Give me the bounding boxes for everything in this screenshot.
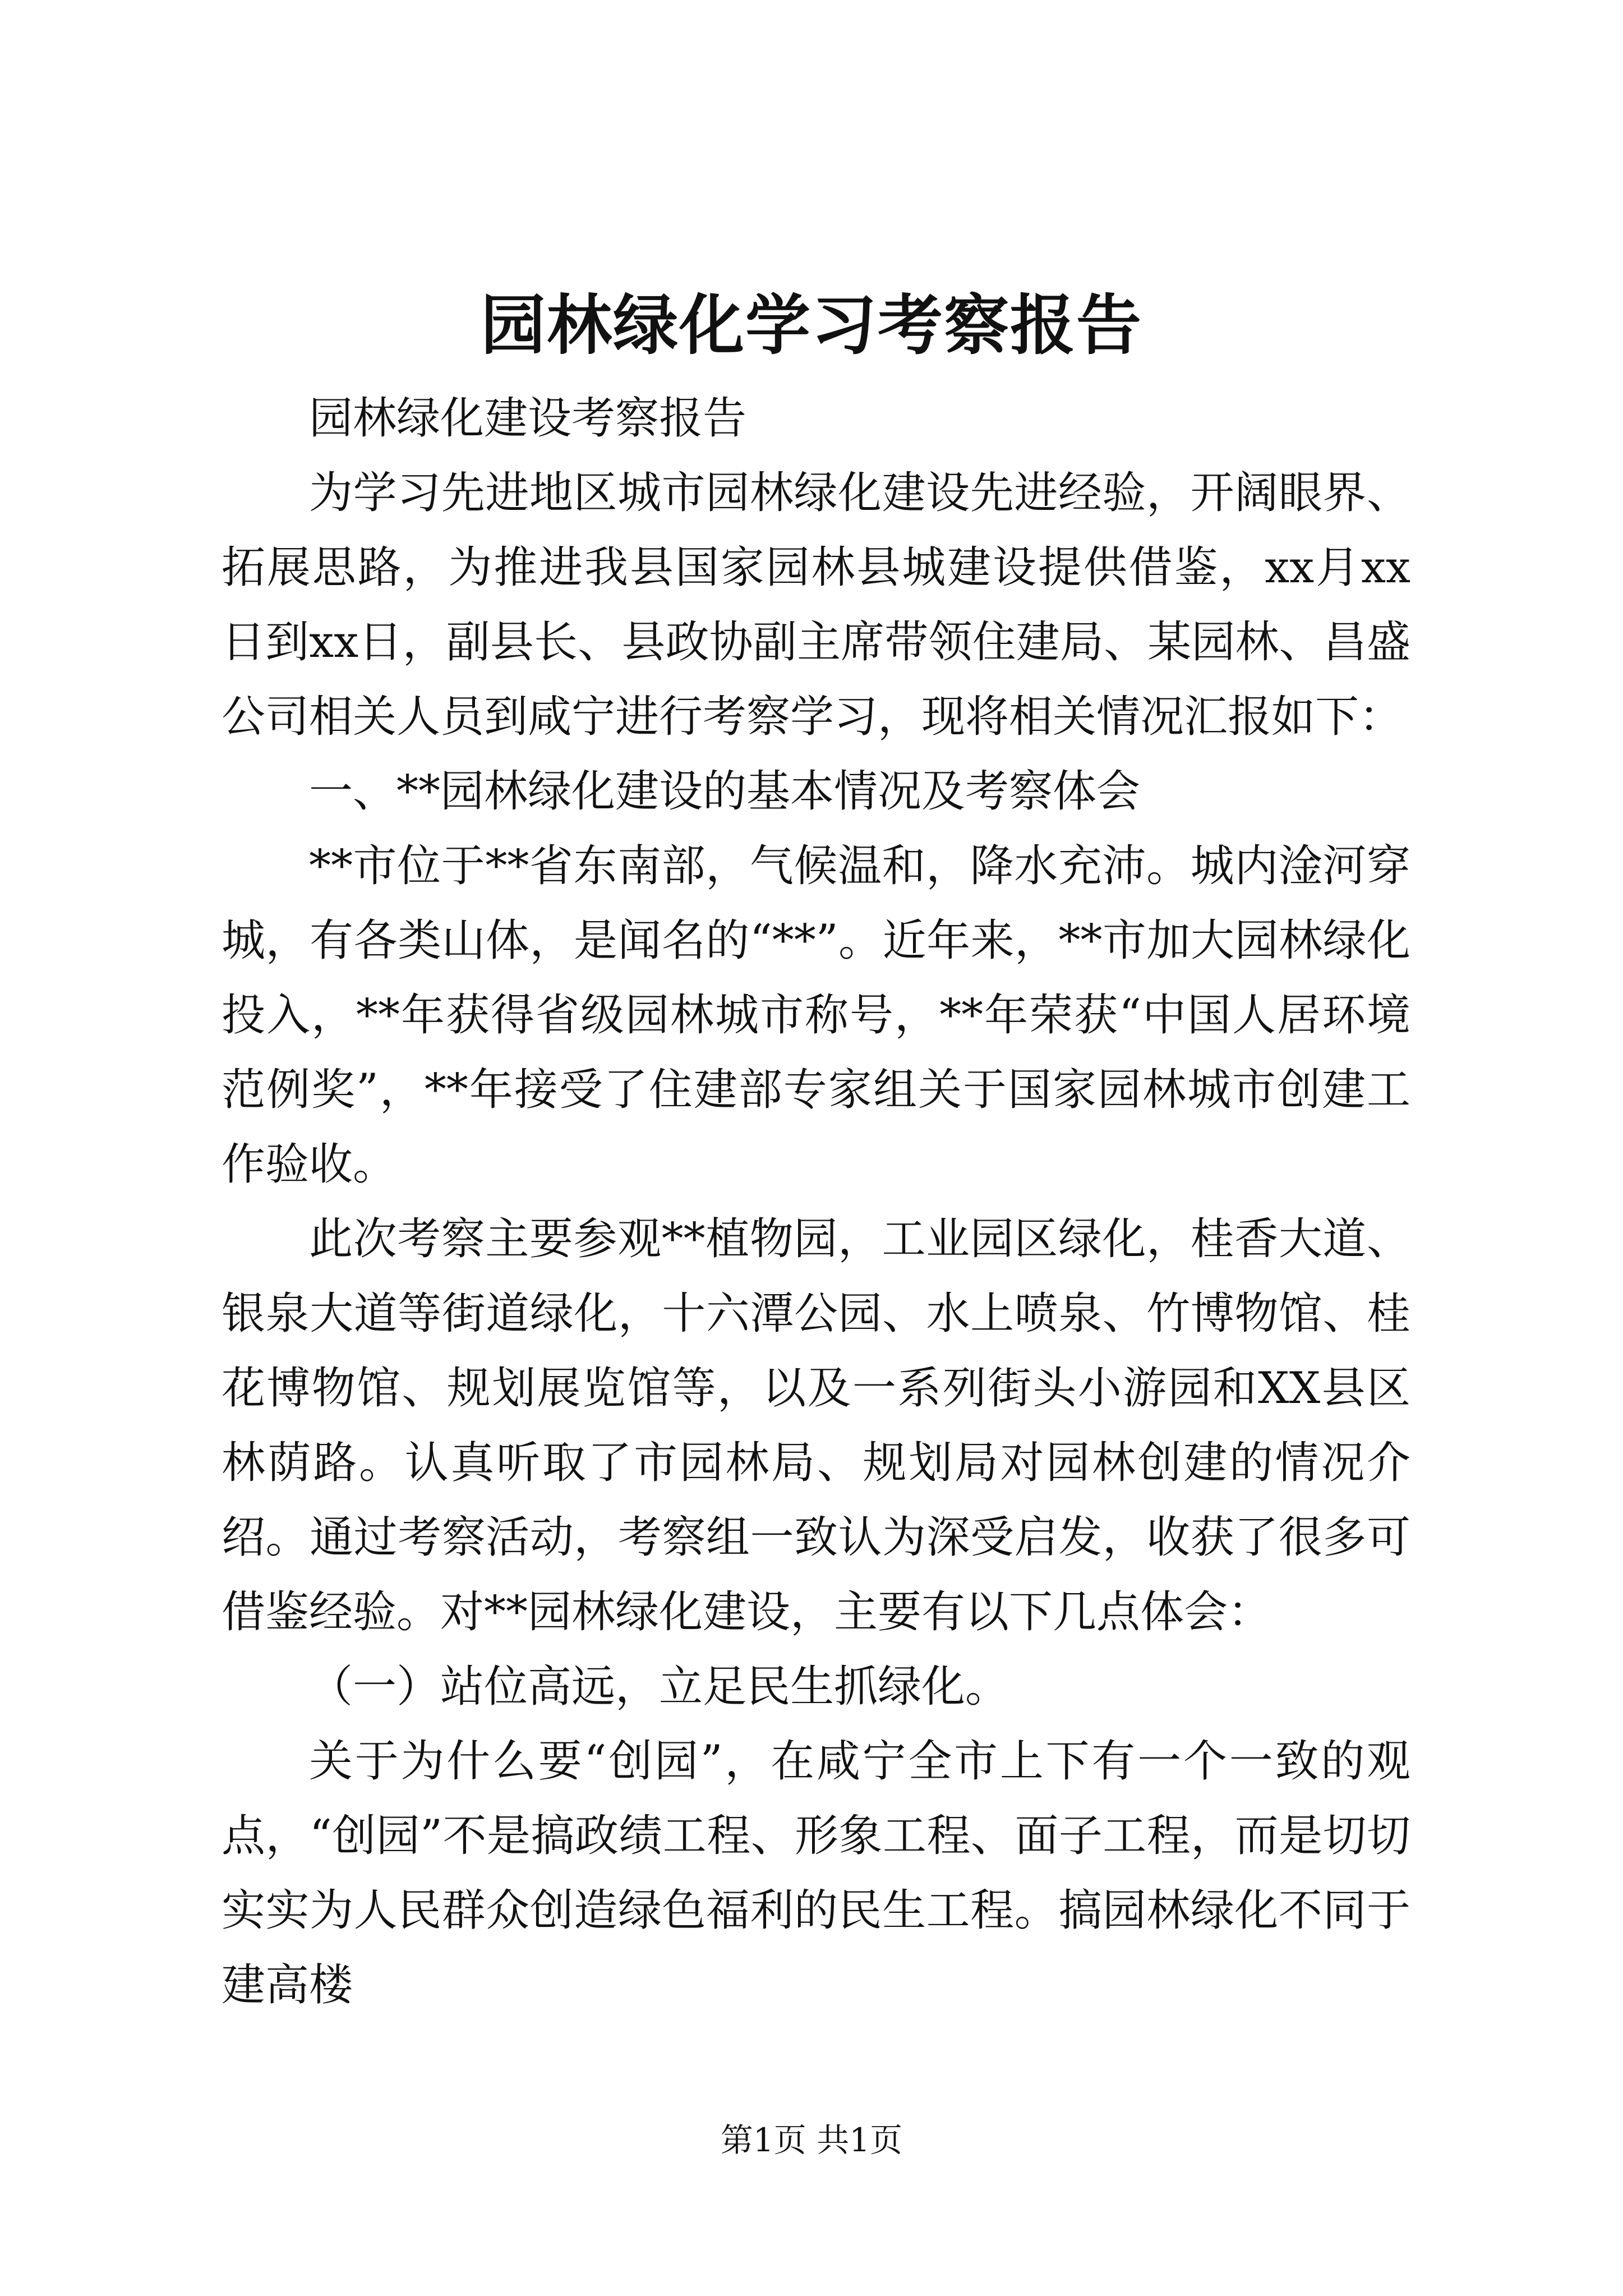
section-heading-1: 一、**园林绿化建设的基本情况及考察体会 [309, 766, 1141, 817]
paragraph-inspection: 此次考察主要参观**植物园，工业园区绿化，桂香大道、银泉大道等街道绿化，十六潭公园、水上喷泉、竹博物馆、桂花博物馆、规划展览馆等，以及一系列街头小游园和XX县区林荫路。认真听取了市园林局、规划局对园林创建的情况介绍。通过考察活动，考察组一致认为深受启发，收获了很多可借鉴经验。对**园林绿化建设，主要有以下几点体会： [222, 1214, 1410, 1637]
paragraph-city-overview: **市位于**省东南部，气候温和，降水充沛。城内淦河穿城，有各类山体，是闻名的“**”。近年来，**市加大园林绿化投入，**年获得省级园林城市称号，**年荣获“中国人居环境范例奖”，**年接受了住建部专家组关于国家园林城市创建工作验收。 [222, 841, 1410, 1190]
subsection-heading-1: （一）站位高远，立足民生抓绿化。 [309, 1662, 1009, 1712]
document-title: 园林绿化学习考察报告 [481, 287, 1142, 364]
document-body [222, 381, 1410, 2023]
page-footer: 第1页 共1页 [720, 2121, 903, 2159]
paragraph-subtitle: 园林绿化建设考察报告 [309, 393, 747, 444]
paragraph-intro: 为学习先进地区城市园林绿化建设先进经验，开阔眼界、拓展思路，为推进我县国家园林县城建设提供借鉴，xx月xx日到xx日，副县长、县政协副主席带领住建局、某园林、昌盛公司相关人员到咸宁进行考察学习，现将相关情况汇报如下： [222, 468, 1410, 742]
paragraph-why-create-garden: 关于为什么要“创园”，在咸宁全市上下有一个一致的观点，“创园”不是搞政绩工程、形象工程、面子工程，而是切切实实为人民群众创造绿色福利的民生工程。搞园林绿化不同于建高楼 [222, 1736, 1410, 2010]
